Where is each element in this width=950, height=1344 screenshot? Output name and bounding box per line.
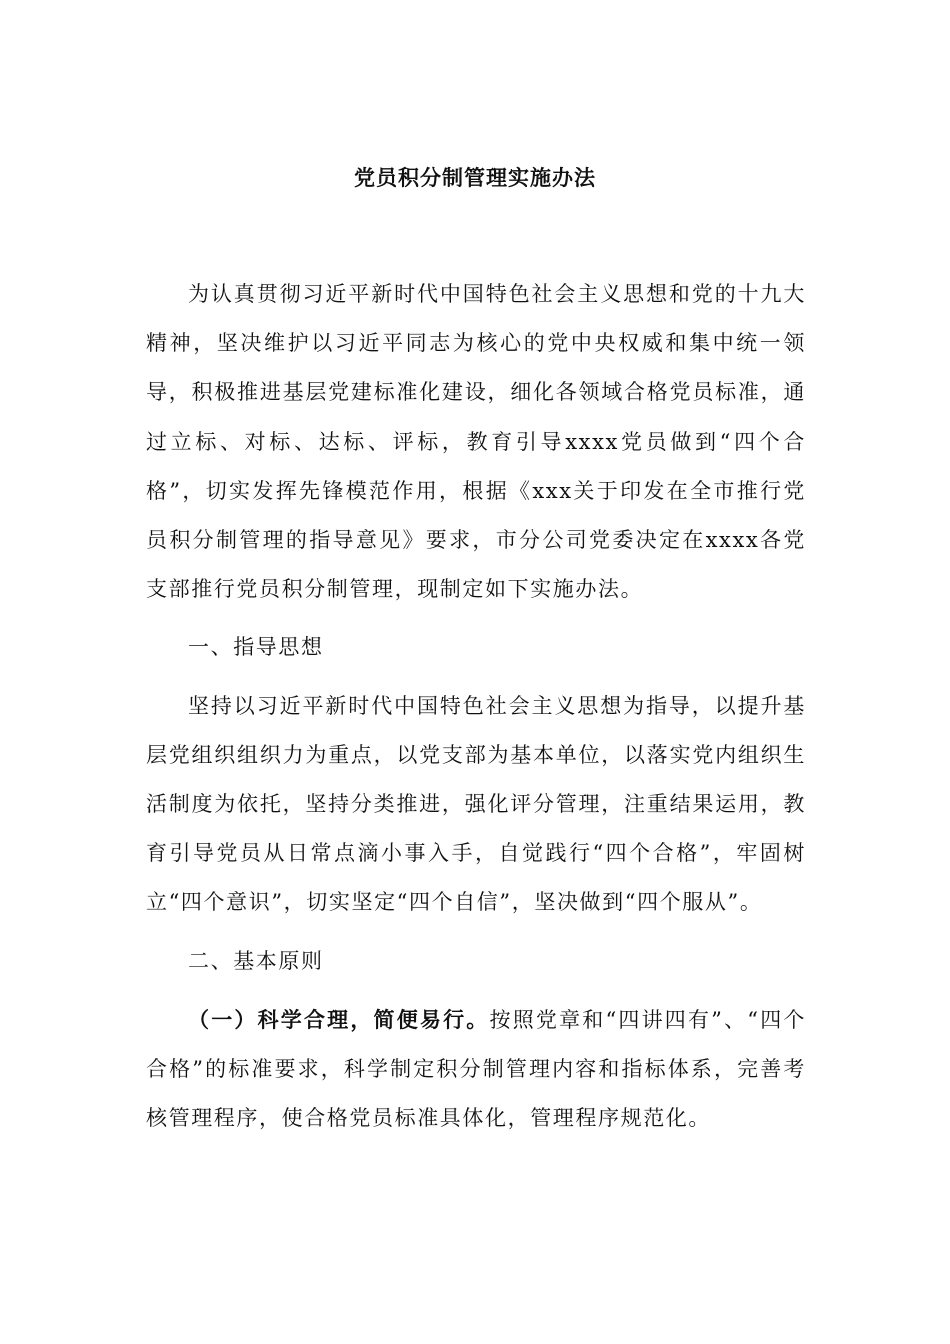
section-heading-guiding-ideology: 一、指导思想: [188, 635, 324, 660]
intro-paragraph: 为认真贯彻习近平新时代中国特色社会主义思想和党的十九大精神，坚决维护以习近平同志为核心的党中央权威和集中统一领导，积极推进基层党建标准化建设，细化各领域合格党员标准，通过立标、对标、达标、评标，教育引导xxxx党员做到“四个合格”，切实发挥先锋模范作用，根据《xxx关于印发在全市推行党员积分制管理的指导意见》要求，市分公司党委决定在xxxx各党支部推行党员积分制管理，现制定如下实施办法。: [146, 282, 806, 602]
guiding-ideology-paragraph: 坚持以习近平新时代中国特色社会主义思想为指导，以提升基层党组织组织力为重点，以党支部为基本单位，以落实党内组织生活制度为依托，坚持分类推进，强化评分管理，注重结果运用，教育引导党员从日常点滴小事入手，自觉践行“四个合格”，牢固树立“四个意识”，切实坚定“四个自信”，坚决做到“四个服从”。: [146, 693, 806, 915]
document-body: [146, 270, 806, 1152]
principle-paragraph-1: [146, 995, 806, 1144]
section-heading-basic-principles: 二、基本原则: [188, 948, 324, 973]
document-title: 党员积分制管理实施办法: [354, 165, 596, 190]
principle-1-lead: （一）科学合理，简便易行。: [188, 1006, 490, 1032]
principle-1-text: 按照党章和“四讲四有”、“四个合格”的标准要求，科学制定积分制管理内容和指标体系，完善考核管理程序，使合格党员标准具体化，管理程序规范化。: [146, 1007, 806, 1131]
